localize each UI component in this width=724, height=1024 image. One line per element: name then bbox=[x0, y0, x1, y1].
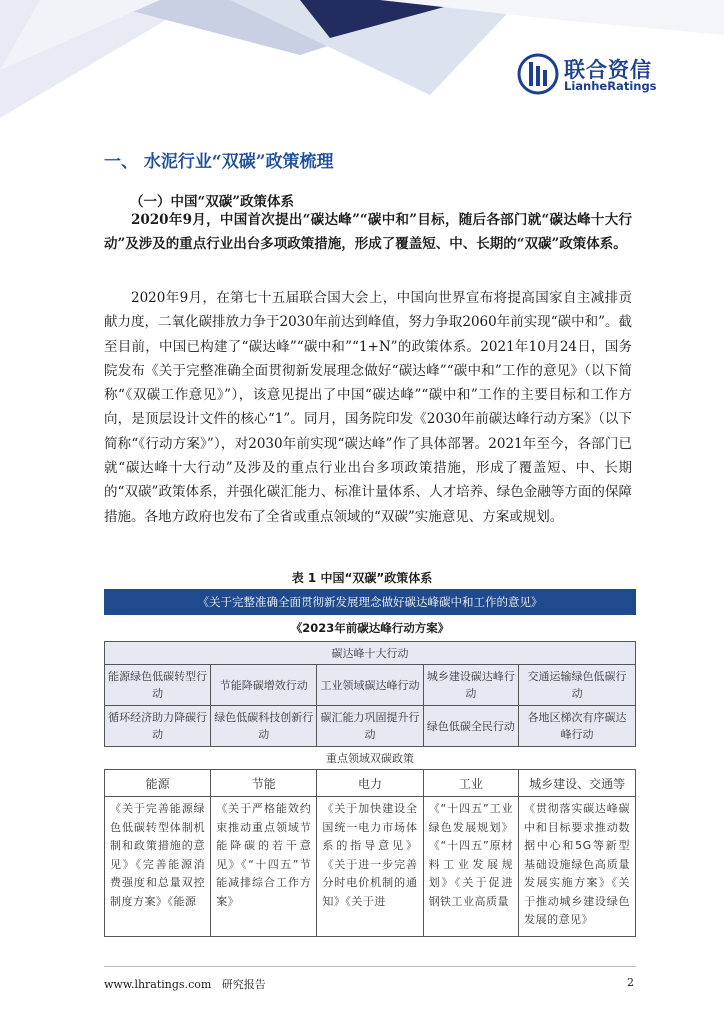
detail-industry: 《“十四五”工业绿色发展规划》《“十四五”原材料工业发展规划》《关于促进钢铁工业高质量 bbox=[428, 802, 514, 908]
category-urban-transport: 城乡建设、交通等 bbox=[519, 770, 636, 797]
action-cell: 能源绿色低碳转型行动 bbox=[105, 665, 211, 706]
action-cell: 交通运输绿色低碳行动 bbox=[519, 665, 636, 706]
footer-doc-type: 研究报告 bbox=[221, 978, 266, 991]
action-cell: 城乡建设碳达峰行动 bbox=[423, 665, 519, 706]
category-energy-saving: 节能 bbox=[211, 770, 317, 797]
detail-cell bbox=[519, 797, 636, 937]
key-sectors-label: 重点领域双碳政策 bbox=[105, 747, 636, 770]
subsection-title: （一）中国“双碳”政策体系 bbox=[130, 194, 295, 210]
action-cell: 绿色低碳科技创新行动 bbox=[211, 706, 317, 747]
detail-cell bbox=[423, 797, 519, 937]
action-cell: 工业领域碳达峰行动 bbox=[317, 665, 423, 706]
ten-actions-label: 碳达峰十大行动 bbox=[105, 642, 636, 665]
detail-energy: 《关于完善能源绿色低碳转型体制机制和政策措施的意见》《完善能源消费强度和总量双控制度方案》《能源 bbox=[110, 802, 206, 908]
lead-paragraph: 2020年9月，中国首次提出“碳达峰”“碳中和”目标，随后各部门就“碳达峰十大行动”及涉及的重点行业出台多项政策措施，形成了覆盖短、中、长期的“双碳”政策体系。 bbox=[104, 212, 632, 253]
footer-left bbox=[104, 976, 266, 992]
page-number: 2 bbox=[627, 976, 634, 989]
action-cell: 碳汇能力巩固提升行动 bbox=[317, 706, 423, 747]
category-energy: 能源 bbox=[105, 770, 211, 797]
category-industry: 工业 bbox=[423, 770, 519, 797]
body-paragraph: 2020年9月，在第七十五届联合国大会上，中国向世界宣布将提高国家自主减排贡献力度，二氧化碳排放力争于2030年前达到峰值，努力争取2060年前实现“碳中和”。截至目前，中国已构建了“碳达峰”“碳中和”“1+N”的政策体系。2021年10月24日，国务院发布《关于完整准确全面贯彻新发展理念做好“碳达峰”“碳中和”工作的意见》（以下简称“《双碳工作意见》”），该意见提出了中国“碳达峰”“碳中和”工作的主要目标和工作方向，是顶层设计文件的核心“1”。同月，国务院印发《2030年前碳达峰行动方案》（以下简称“《行动方案》”），对2030年前实现“碳达峰”作了具体部署。2021年至今，各部门已就“碳达峰十大行动”及涉及的重点行业出台多项政策措施，形成了覆盖短、中、长期的“双碳”政策体系，并强化碳汇能力、标准计量体系、人才培养、绿色金融等方面的保障措施。各地方政府也发布了全省或重点领域的“双碳”实施意见、方案或规划。 bbox=[104, 290, 633, 525]
detail-cell bbox=[211, 797, 317, 937]
action-cell: 节能降碳增效行动 bbox=[211, 665, 317, 706]
brand-logo bbox=[516, 52, 686, 96]
action-cell: 绿色低碳全民行动 bbox=[423, 706, 519, 747]
footer-website-link[interactable]: www.lhratings.com bbox=[104, 978, 212, 991]
brand-name-cn: 联合资信 bbox=[564, 58, 652, 82]
policy-system-table bbox=[104, 589, 636, 937]
footer-divider bbox=[104, 966, 636, 967]
action-cell: 各地区梯次有序碳达峰行动 bbox=[519, 706, 636, 747]
section-title: 一、 水泥行业“双碳”政策梳理 bbox=[104, 152, 334, 172]
category-power: 电力 bbox=[317, 770, 423, 797]
table-plan-row: 《2023年前碳达峰行动方案》 bbox=[105, 615, 636, 642]
action-cell: 循环经济助力降碳行动 bbox=[105, 706, 211, 747]
table-caption: 表 1 中国“双碳”政策体系 bbox=[291, 571, 433, 585]
table-header-opinion: 《关于完整准确全面贯彻新发展理念做好碳达峰碳中和工作的意见》 bbox=[105, 590, 636, 615]
detail-cell bbox=[105, 797, 211, 937]
brand-name-en: LianheRatings bbox=[564, 79, 657, 93]
detail-cell bbox=[317, 797, 423, 937]
detail-urban-transport: 《贯彻落实碳达峰碳中和目标要求推动数据中心和5G等新型基础设施绿色高质量发展实施方案》《关于推动城乡建设绿色发展的意见》 bbox=[524, 802, 630, 926]
detail-energy-saving: 《关于严格能效约束推动重点领域节能降碳的若干意见》《“十四五”节能减排综合工作方案》 bbox=[216, 802, 312, 908]
detail-power: 《关于加快建设全国统一电力市场体系的指导意见》《关于进一步完善分时电价机制的通知》《关于进 bbox=[322, 802, 418, 908]
lianhe-logo-icon bbox=[516, 52, 560, 96]
